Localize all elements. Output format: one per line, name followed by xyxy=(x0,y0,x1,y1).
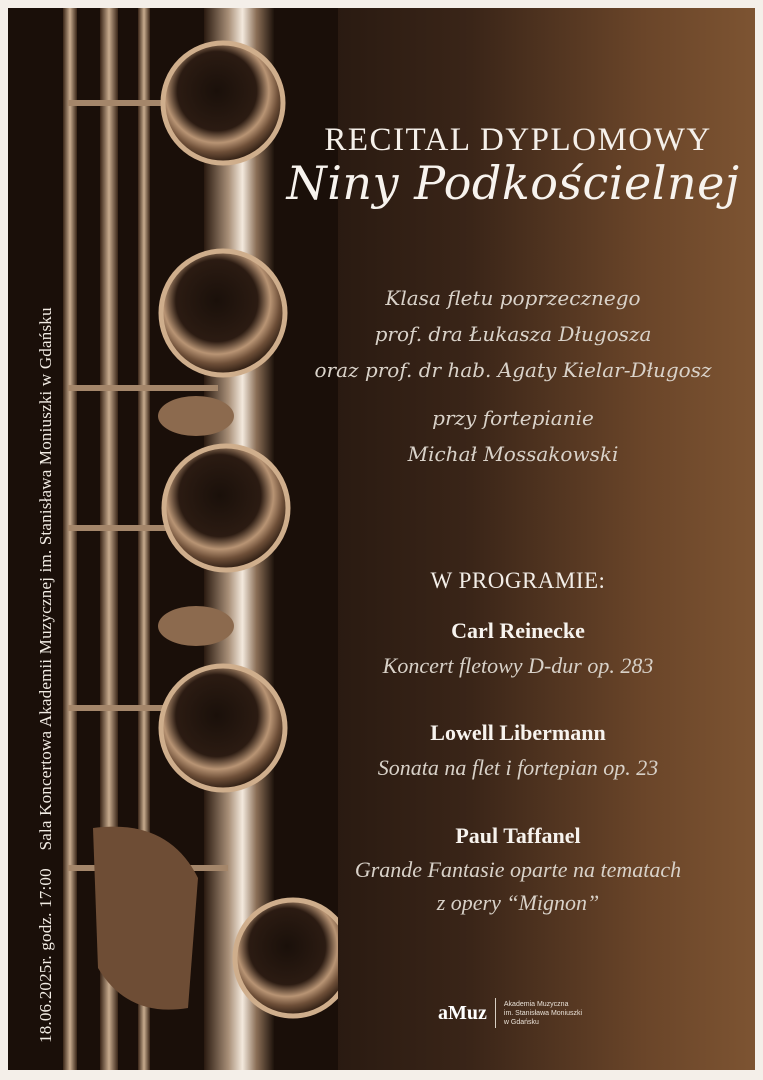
logo-divider xyxy=(495,998,496,1028)
logo-text-line-1: Akademia Muzyczna xyxy=(503,1000,569,1008)
composer-3: Paul Taffanel xyxy=(455,823,581,848)
piano-label: przy fortepianie xyxy=(432,406,594,430)
program-heading: W PROGRAMIE: xyxy=(430,568,606,593)
pianist-name: Michał Mossakowski xyxy=(407,442,619,466)
composer-1: Carl Reinecke xyxy=(451,618,585,643)
logo-text xyxy=(504,1000,582,1027)
title-recital: RECITAL DYPLOMOWY xyxy=(324,122,712,158)
class-line-2: prof. dra Łukasza Długosza xyxy=(374,322,652,346)
class-line-3: oraz prof. dr hab. Agaty Kielar-Długosz xyxy=(314,358,712,382)
work-1: Koncert fletowy D-dur op. 283 xyxy=(382,653,654,678)
date-venue-vertical xyxy=(36,53,56,1043)
logo-text-line-2: im. Stanisława Moniuszki xyxy=(503,1009,583,1017)
work-3-line-2: z opery “Mignon” xyxy=(436,890,600,915)
venue: Sala Koncertowa Akademii Muzycznej im. Stanisława Moniuszki w Gdańsku xyxy=(36,307,55,851)
logo-mark: aMuz xyxy=(438,1001,487,1024)
academy-logo xyxy=(438,998,582,1028)
class-line-1: Klasa fletu poprzecznego xyxy=(385,286,641,310)
work-3-line-1: Grande Fantasie oparte na tematach xyxy=(354,857,682,882)
composer-2: Lowell Libermann xyxy=(430,720,606,745)
title-performer: Niny Podkościelnej xyxy=(286,156,740,210)
date-time: 18.06.2025r. godz. 17:00 xyxy=(36,868,55,1043)
work-2: Sonata na flet i fortepian op. 23 xyxy=(377,755,659,780)
logo-text-line-3: w Gdańsku xyxy=(503,1018,539,1026)
poster xyxy=(8,8,755,1070)
